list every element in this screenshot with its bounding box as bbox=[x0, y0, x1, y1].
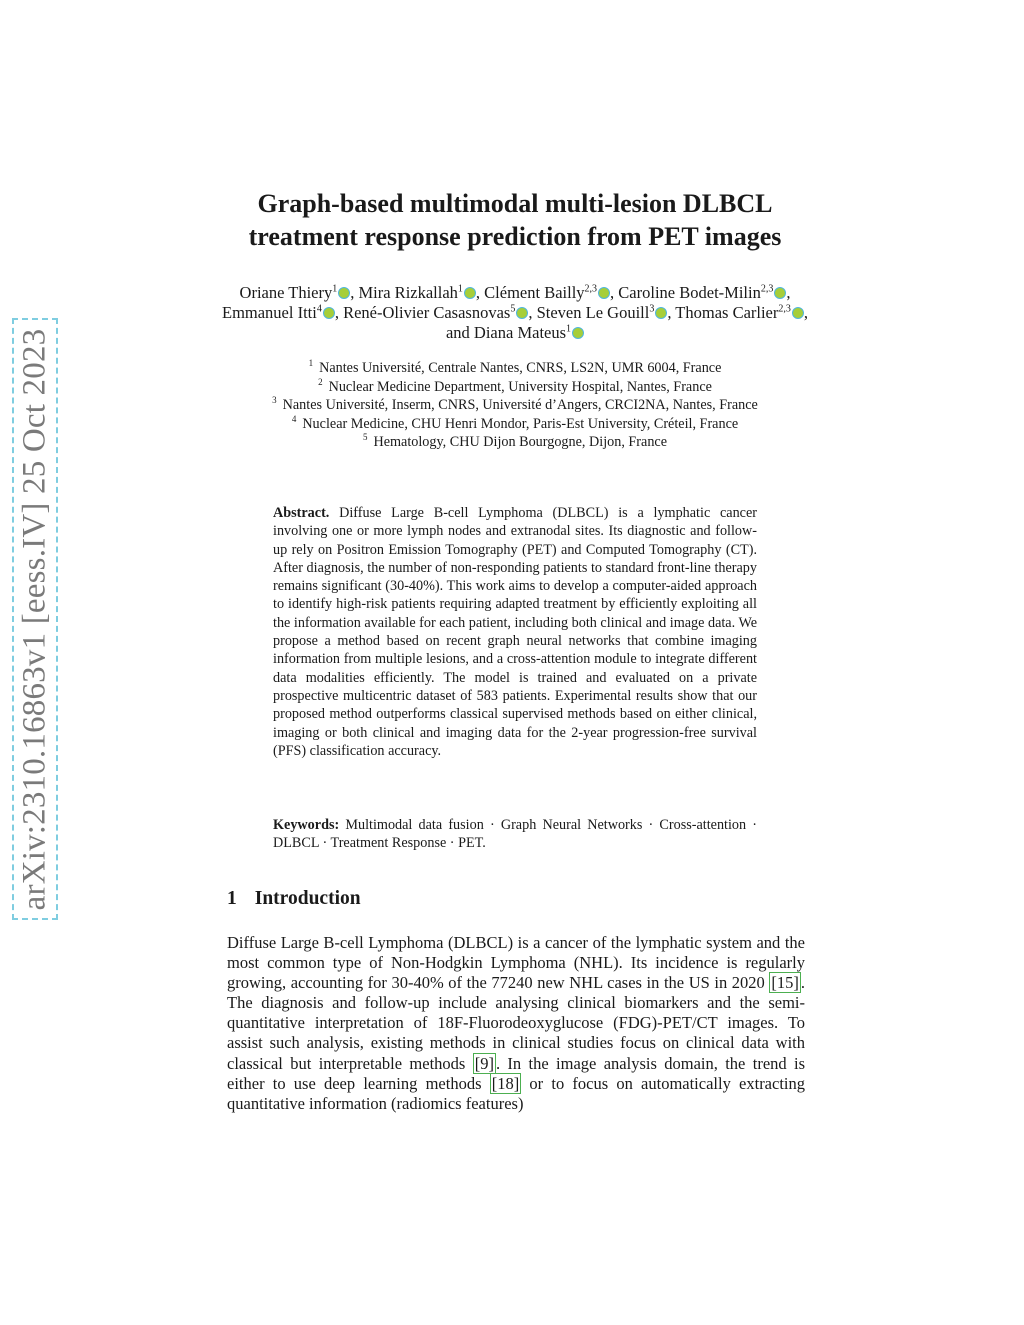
citation-link[interactable]: [18] bbox=[491, 1073, 520, 1093]
author-affiliation-mark: 1 bbox=[457, 283, 463, 295]
author: Mira Rizkallah bbox=[358, 283, 458, 302]
section-title: Introduction bbox=[254, 888, 361, 909]
orcid-icon[interactable] bbox=[598, 287, 610, 299]
orcid-icon[interactable] bbox=[323, 307, 335, 319]
author-affiliation-mark: 4 bbox=[316, 303, 322, 315]
abstract-text: Diffuse Large B-cell Lymphoma (DLBCL) is a lymphatic cancer involving one or more lymph nodes and extranodal sites. Its diagnostic and follow-up rely on Positron Emission Tomography (PET) and Computed Tomography (CT). After diagnosis, the number of non-responding patients to standard front-line therapy remains significant (30-40%). This work aims to develop a computer-aided approach to identify high-risk patients requiring adapted treatment by efficiently exploiting all the information available for each patient, including both clinical and image data. We propose a method based on recent graph neural networks that combine imaging information from multiple lesions, and a cross-attention module to integrate different data modalities efficiently. The model is trained and evaluated on a private prospective multicentric dataset of 583 patients. Experimental results show that our proposed method outperforms classical supervised methods based on either clinical, imaging or both clinical and imaging data for the 2-year progression-free survival (PFS) classification accuracy. bbox=[273, 505, 757, 759]
author: Thomas Carlier bbox=[675, 303, 779, 322]
orcid-icon[interactable] bbox=[464, 287, 476, 299]
author-affiliation-mark: 2,3 bbox=[584, 283, 598, 295]
author-list: Oriane Thiery$^1$ , Mira Rizkallah$^1$ , Clément Bailly$^{2,3}$ , Caroline Bodet-Milin$^{2,3}$ , Emmanuel Itti$^4$ , René-Olivier Casasnovas$^5$ , Steven Le Gouill$^3$ , Thomas Carlier$^{2,3}$ , and Diana Mateus$^1$ bbox=[221, 283, 808, 342]
author: Emmanuel Itti bbox=[221, 303, 317, 322]
author: Diana Mateus bbox=[473, 323, 567, 342]
citation-link[interactable]: [15] bbox=[771, 973, 799, 993]
affiliation-list bbox=[180, 359, 850, 452]
arxiv-identifier: arXiv:2310.16863v1 [eess.IV] 25 Oct 2023 bbox=[16, 328, 53, 910]
orcid-icon[interactable] bbox=[516, 307, 528, 319]
affiliation: $^4$ Nuclear Medicine, CHU Henri Mondor, Paris-Est University, Créteil, France bbox=[291, 413, 739, 432]
arxiv-identifier-box bbox=[12, 318, 58, 920]
author: René-Olivier Casasnovas bbox=[343, 303, 511, 322]
title-line-1: Graph-based multimodal multi-lesion DLBCL bbox=[257, 189, 773, 218]
affiliation: $^2$ Nuclear Medicine Department, University Hospital, Nantes, France bbox=[318, 376, 712, 395]
orcid-icon[interactable] bbox=[792, 307, 804, 319]
orcid-icon[interactable] bbox=[572, 327, 584, 339]
section-number: 1 bbox=[227, 888, 237, 909]
title-line-2: treatment response prediction from PET images bbox=[248, 222, 782, 251]
author: Caroline Bodet-Milin bbox=[618, 283, 761, 302]
abstract-label: Abstract. bbox=[273, 505, 330, 521]
author: Oriane Thiery bbox=[239, 283, 333, 302]
citation-link[interactable]: [9] bbox=[474, 1053, 494, 1073]
author: Clément Bailly bbox=[484, 283, 585, 302]
keywords-label: Keywords: bbox=[273, 817, 340, 833]
orcid-icon[interactable] bbox=[655, 307, 667, 319]
affiliation: $^1$ Nantes Université, Centrale Nantes, CNRS, LS2N, UMR 6004, France bbox=[308, 358, 722, 376]
affiliation: $^3$ Nantes Université, Inserm, CNRS, Université d’Angers, CRCI2NA, Nantes, France bbox=[272, 395, 758, 413]
section-heading-introduction bbox=[227, 888, 361, 910]
keywords bbox=[273, 816, 757, 853]
author-affiliation-mark: 1 bbox=[566, 323, 572, 335]
keywords-text: Multimodal data fusion · Graph Neural Networks · Cross-attention · DLBCL · Treatment Response · PET. bbox=[273, 817, 758, 852]
author-affiliation-mark: 3 bbox=[649, 303, 655, 315]
author: Steven Le Gouill bbox=[536, 303, 650, 322]
orcid-icon[interactable] bbox=[774, 287, 786, 299]
abstract bbox=[273, 504, 757, 760]
author-affiliation-mark: 1 bbox=[332, 283, 338, 295]
author-affiliation-mark: 2,3 bbox=[760, 283, 774, 295]
paper-title bbox=[130, 187, 900, 253]
author-affiliation-mark: 5 bbox=[510, 303, 516, 315]
author-affiliation-mark: 2,3 bbox=[778, 303, 791, 315]
orcid-icon[interactable] bbox=[338, 287, 350, 299]
introduction-paragraph: Diffuse Large B-cell Lymphoma (DLBCL) is a cancer of the lymphatic system and the most common type of Non-Hodgkin Lymphoma (NHL). Its incidence is regularly growing, accounting for 30-40% of the 77240 new NHL cases in the US in 2020 [15] . The diagnosis and follow-up include analysing clinical biomarkers and the semi-quantitative interpretation of 18F-Fluorodeoxyglucose (FDG)-PET/CT images. To assist such analysis, existing methods in clinical studies focus on clinical data with classical but interpretable methods [9] . In the image analysis domain, the trend is either to use deep learning methods [18] or to focus on automatically extracting quantitative information (radiomics features) bbox=[227, 933, 806, 1113]
affiliation: $^5$ Hematology, CHU Dijon Bourgogne, Dijon, France bbox=[362, 432, 668, 450]
